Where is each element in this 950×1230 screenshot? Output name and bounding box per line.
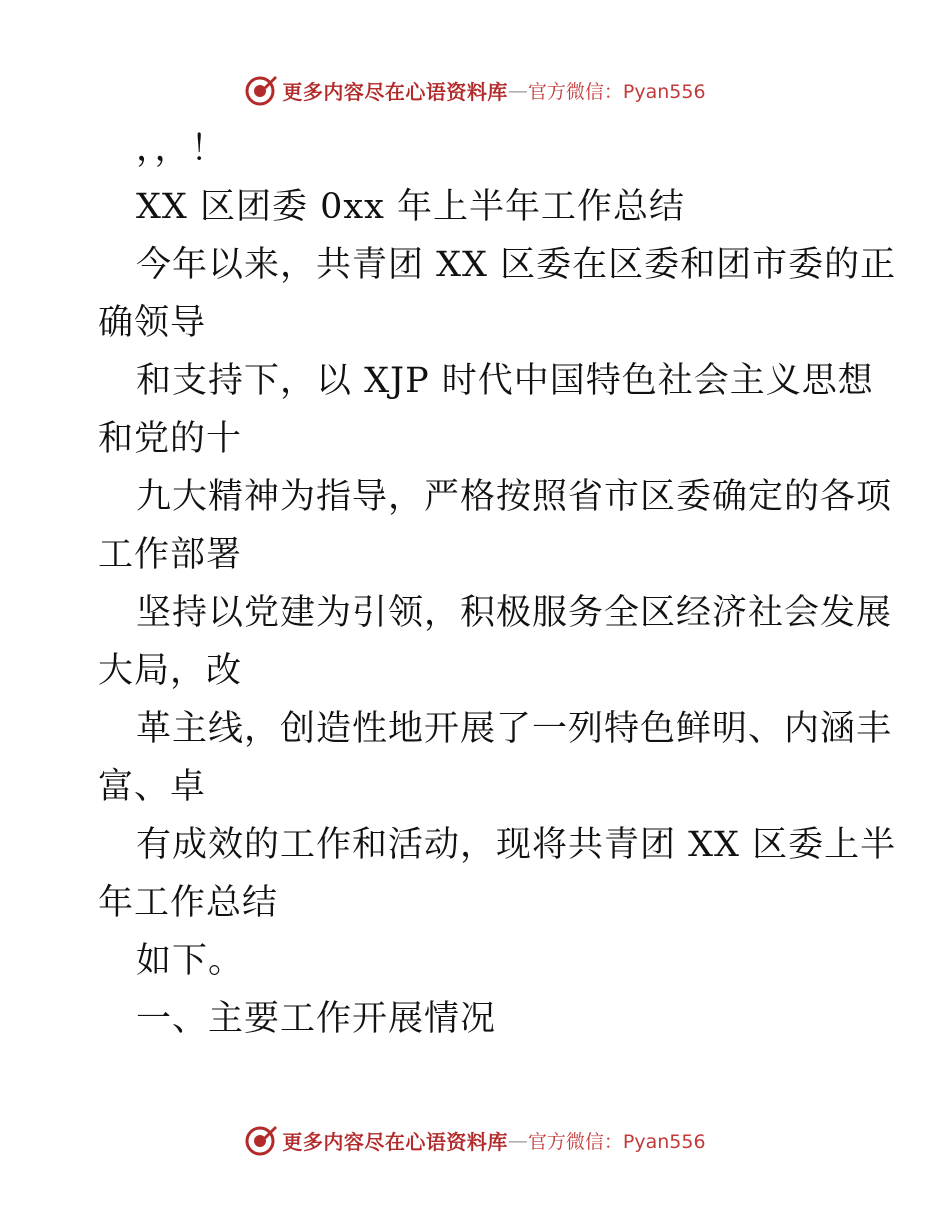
document-line: 坚持以党建为引领，积极服务全区经济社会发展 — [136, 593, 893, 633]
header-banner-separator: — — [507, 78, 528, 102]
document-line: 确领导 — [98, 303, 207, 343]
footer-banner — [0, 1120, 950, 1160]
document-line: 有成效的工作和活动，现将共青团 XX 区委上半 — [136, 825, 897, 865]
document-line: 和支持下，以 XJP 时代中国特色社会主义思想 — [136, 361, 874, 401]
document-line: 如下。 — [136, 941, 245, 981]
document-line: 和党的十 — [98, 419, 243, 459]
section-heading: 一、主要工作开展情况 — [136, 999, 497, 1039]
footer-wechat-text: 官方微信：Pyan556 — [527, 1130, 706, 1153]
pen-logo-icon — [244, 73, 278, 107]
document-line: 今年以来，共青团 XX 区委在区委和团市委的正 — [136, 245, 897, 285]
document-body — [98, 120, 897, 1048]
document-line: 大局，改 — [98, 651, 243, 691]
document-line: 九大精神为指导，严格按照省市区委确定的各项 — [136, 477, 893, 517]
document-line: 工作部署 — [98, 535, 243, 575]
header-banner — [0, 70, 950, 110]
document-title: XX 区团委 0xx 年上半年工作总结 — [136, 187, 685, 227]
footer-banner-text: 更多内容尽在心语资料库 — [282, 1129, 508, 1154]
header-banner-text: 更多内容尽在心语资料库 — [282, 79, 508, 104]
document-line: 富、卓 — [98, 767, 207, 807]
document-line: 革主线，创造性地开展了一列特色鲜明、内涵丰 — [136, 709, 893, 749]
footer-banner-separator: — — [507, 1128, 528, 1152]
document-line: 年工作总结 — [98, 883, 279, 923]
header-wechat-text: 官方微信：Pyan556 — [527, 80, 706, 103]
document-line: ，，！ — [136, 129, 227, 169]
pen-logo-icon — [244, 1123, 278, 1157]
